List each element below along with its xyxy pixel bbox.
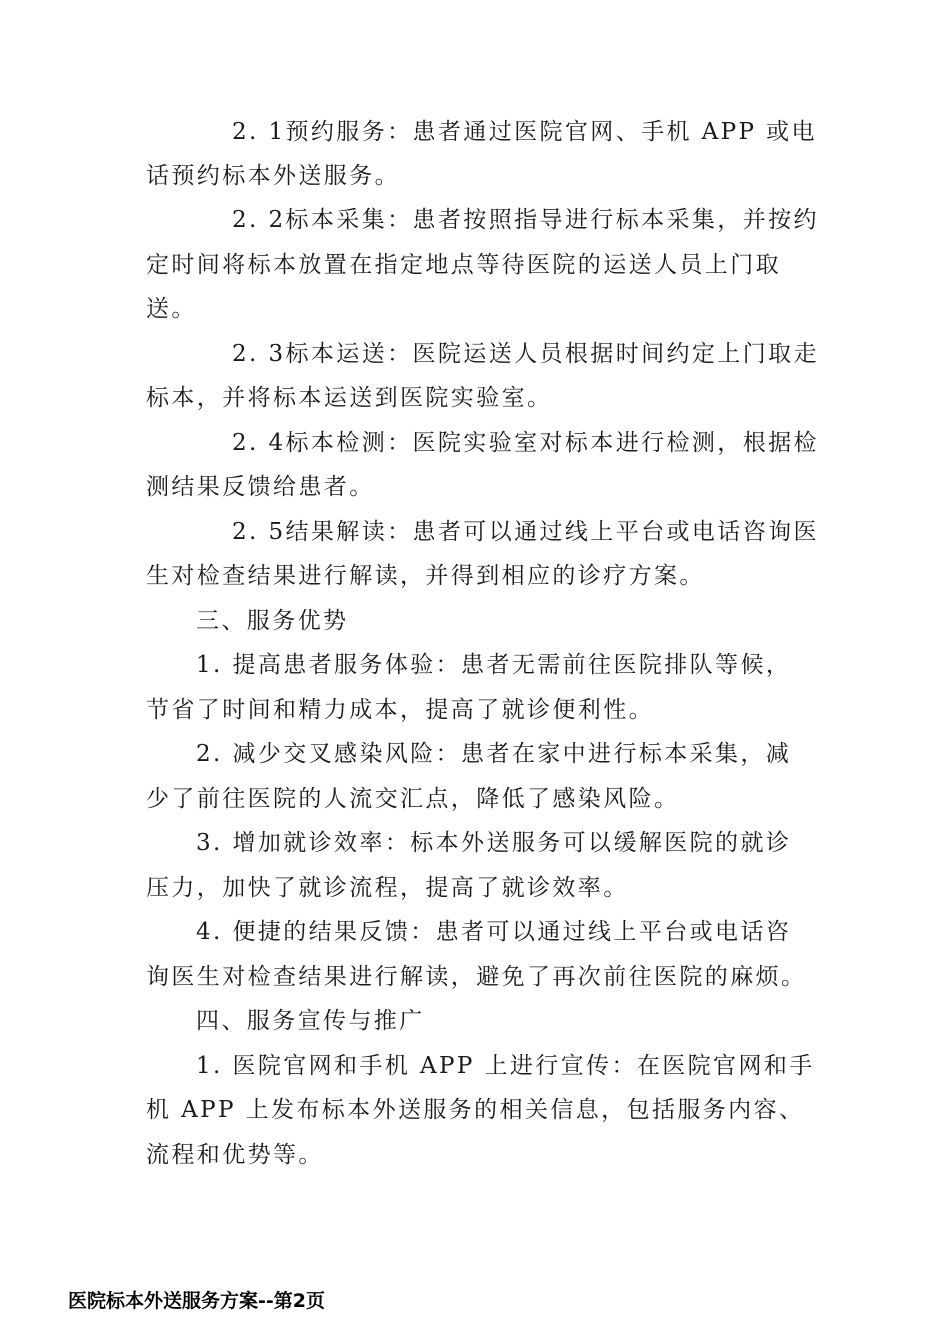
paragraph-2-2-line-3: 送。 bbox=[146, 296, 197, 322]
promotion-1-line-2: 机 APP 上发布标本外送服务的相关信息，包括服务内容、 bbox=[146, 1097, 805, 1123]
advantage-3-line-1: 3. 增加就诊效率：标本外送服务可以缓解医院的就诊 bbox=[196, 830, 792, 856]
promotion-1-line-1: 1. 医院官网和手机 APP 上进行宣传：在医院官网和手 bbox=[196, 1053, 815, 1079]
promotion-1-line-3: 流程和优势等。 bbox=[146, 1142, 324, 1168]
paragraph-2-2-line-1: 2. 2标本采集：患者按照指导进行标本采集，并按约 bbox=[232, 207, 819, 233]
advantage-3-line-2: 压力，加快了就诊流程，提高了就诊效率。 bbox=[146, 875, 629, 901]
paragraph-2-4-line-1: 2. 4标本检测：医院实验室对标本进行检测，根据检 bbox=[232, 430, 819, 456]
paragraph-2-1-line-2: 话预约标本外送服务。 bbox=[146, 163, 400, 189]
paragraph-2-3-line-2: 标本，并将标本运送到医院实验室。 bbox=[146, 385, 553, 411]
advantage-2-line-2: 少了前往医院的人流交汇点，降低了感染风险。 bbox=[146, 786, 680, 812]
page-footer: 医院标本外送服务方案--第2页 bbox=[68, 1290, 325, 1312]
advantage-1-line-2: 节省了时间和精力成本，提高了就诊便利性。 bbox=[146, 697, 654, 723]
advantage-4-line-1: 4. 便捷的结果反馈：患者可以通过线上平台或电话咨 bbox=[196, 919, 792, 945]
paragraph-2-1-line-1: 2. 1预约服务：患者通过医院官网、手机 APP 或电 bbox=[232, 119, 817, 145]
paragraph-2-5-line-2: 生对检查结果进行解读，并得到相应的诊疗方案。 bbox=[146, 563, 705, 589]
section-heading-advantages: 三、服务优势 bbox=[196, 608, 349, 634]
advantage-1-line-1: 1. 提高患者服务体验：患者无需前往医院排队等候， bbox=[196, 652, 792, 678]
paragraph-2-3-line-1: 2. 3标本运送：医院运送人员根据时间约定上门取走 bbox=[232, 341, 819, 367]
advantage-4-line-2: 询医生对检查结果进行解读，避免了再次前往医院的麻烦。 bbox=[146, 964, 807, 990]
advantage-2-line-1: 2. 减少交叉感染风险：患者在家中进行标本采集，减 bbox=[196, 741, 792, 767]
paragraph-2-5-line-1: 2. 5结果解读：患者可以通过线上平台或电话咨询医 bbox=[232, 519, 819, 545]
paragraph-2-4-line-2: 测结果反馈给患者。 bbox=[146, 474, 375, 500]
section-heading-promotion: 四、服务宣传与推广 bbox=[196, 1008, 425, 1034]
paragraph-2-2-line-2: 定时间将标本放置在指定地点等待医院的运送人员上门取 bbox=[146, 252, 781, 278]
